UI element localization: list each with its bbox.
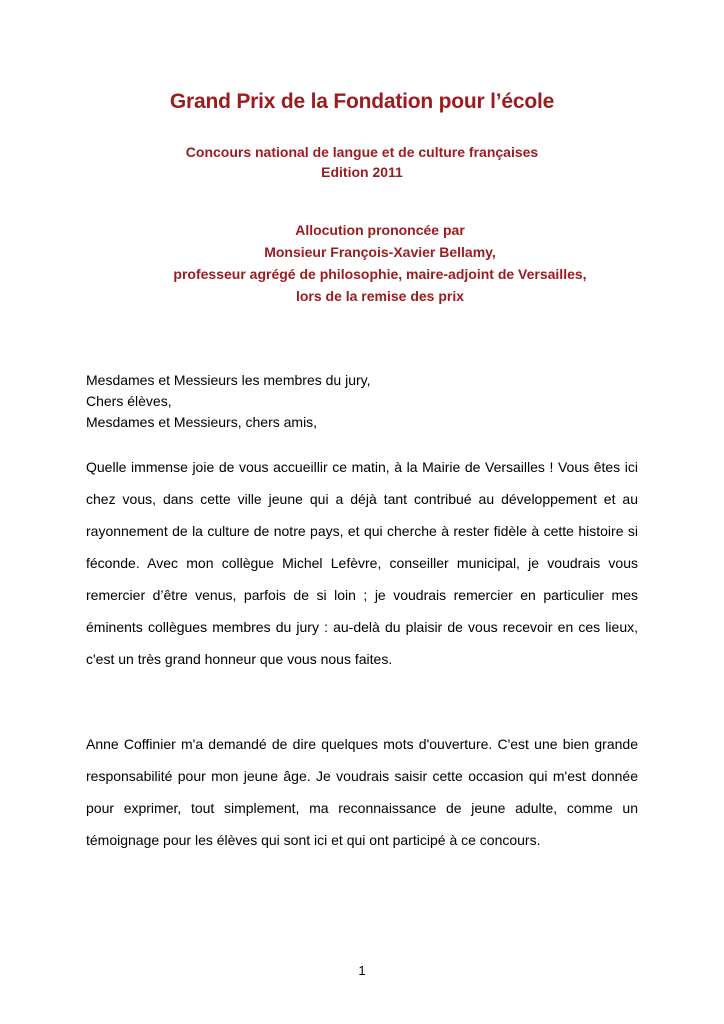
greeting-line: Mesdames et Messieurs, chers amis, bbox=[86, 414, 318, 430]
greeting-line: Chers élèves, bbox=[86, 393, 172, 409]
speaker-name: Monsieur François-Xavier Bellamy, bbox=[264, 244, 496, 260]
page-number: 1 bbox=[358, 963, 366, 978]
speaker-title: professeur agrégé de philosophie, maire-adjoint de Versailles, bbox=[173, 266, 587, 282]
document-title: Grand Prix de la Fondation pour l’école bbox=[169, 90, 555, 113]
speech-attribution bbox=[160, 219, 600, 307]
edition-subtitle: Edition 2011 bbox=[321, 164, 403, 180]
greeting-line: Mesdames et Messieurs les membres du jury, bbox=[86, 372, 371, 388]
body-paragraph-1: Quelle immense joie de vous accueillir ce matin, à la Mairie de Versailles ! Vous êtes ici chez vous, dans cette ville jeune qui a déjà tant contribué au développement et au rayonnement de la culture de notre pays, et qui cherche à rester fidèle à cette histoire si féconde. Avec mon collègue Michel Lefèvre, conseiller municipal, je voudrais vous remercier d’être venus, parfois de si loin ; je voudrais remercier en particulier mes éminents collègues membres du jury : au-delà du plaisir de vous recevoir en ces lieux, c'est un très grand honneur que vous nous faites. bbox=[86, 459, 638, 667]
greetings-block bbox=[86, 370, 371, 433]
competition-subtitle: Concours national de langue et de culture françaises bbox=[185, 144, 539, 160]
speech-attribution-line: Allocution prononcée par bbox=[295, 222, 465, 238]
body-paragraph-2: Anne Coffinier m'a demandé de dire quelques mots d'ouverture. C'est une bien grande responsabilité pour mon jeune âge. Je voudrais saisir cette occasion qui m'est donnée pour exprimer, tout simplement, ma reconnaissance de jeune adulte, comme un témoignage pour les élèves qui sont ici et qui ont participé à ce concours. bbox=[86, 736, 638, 848]
speech-occasion: lors de la remise des prix bbox=[295, 288, 465, 304]
